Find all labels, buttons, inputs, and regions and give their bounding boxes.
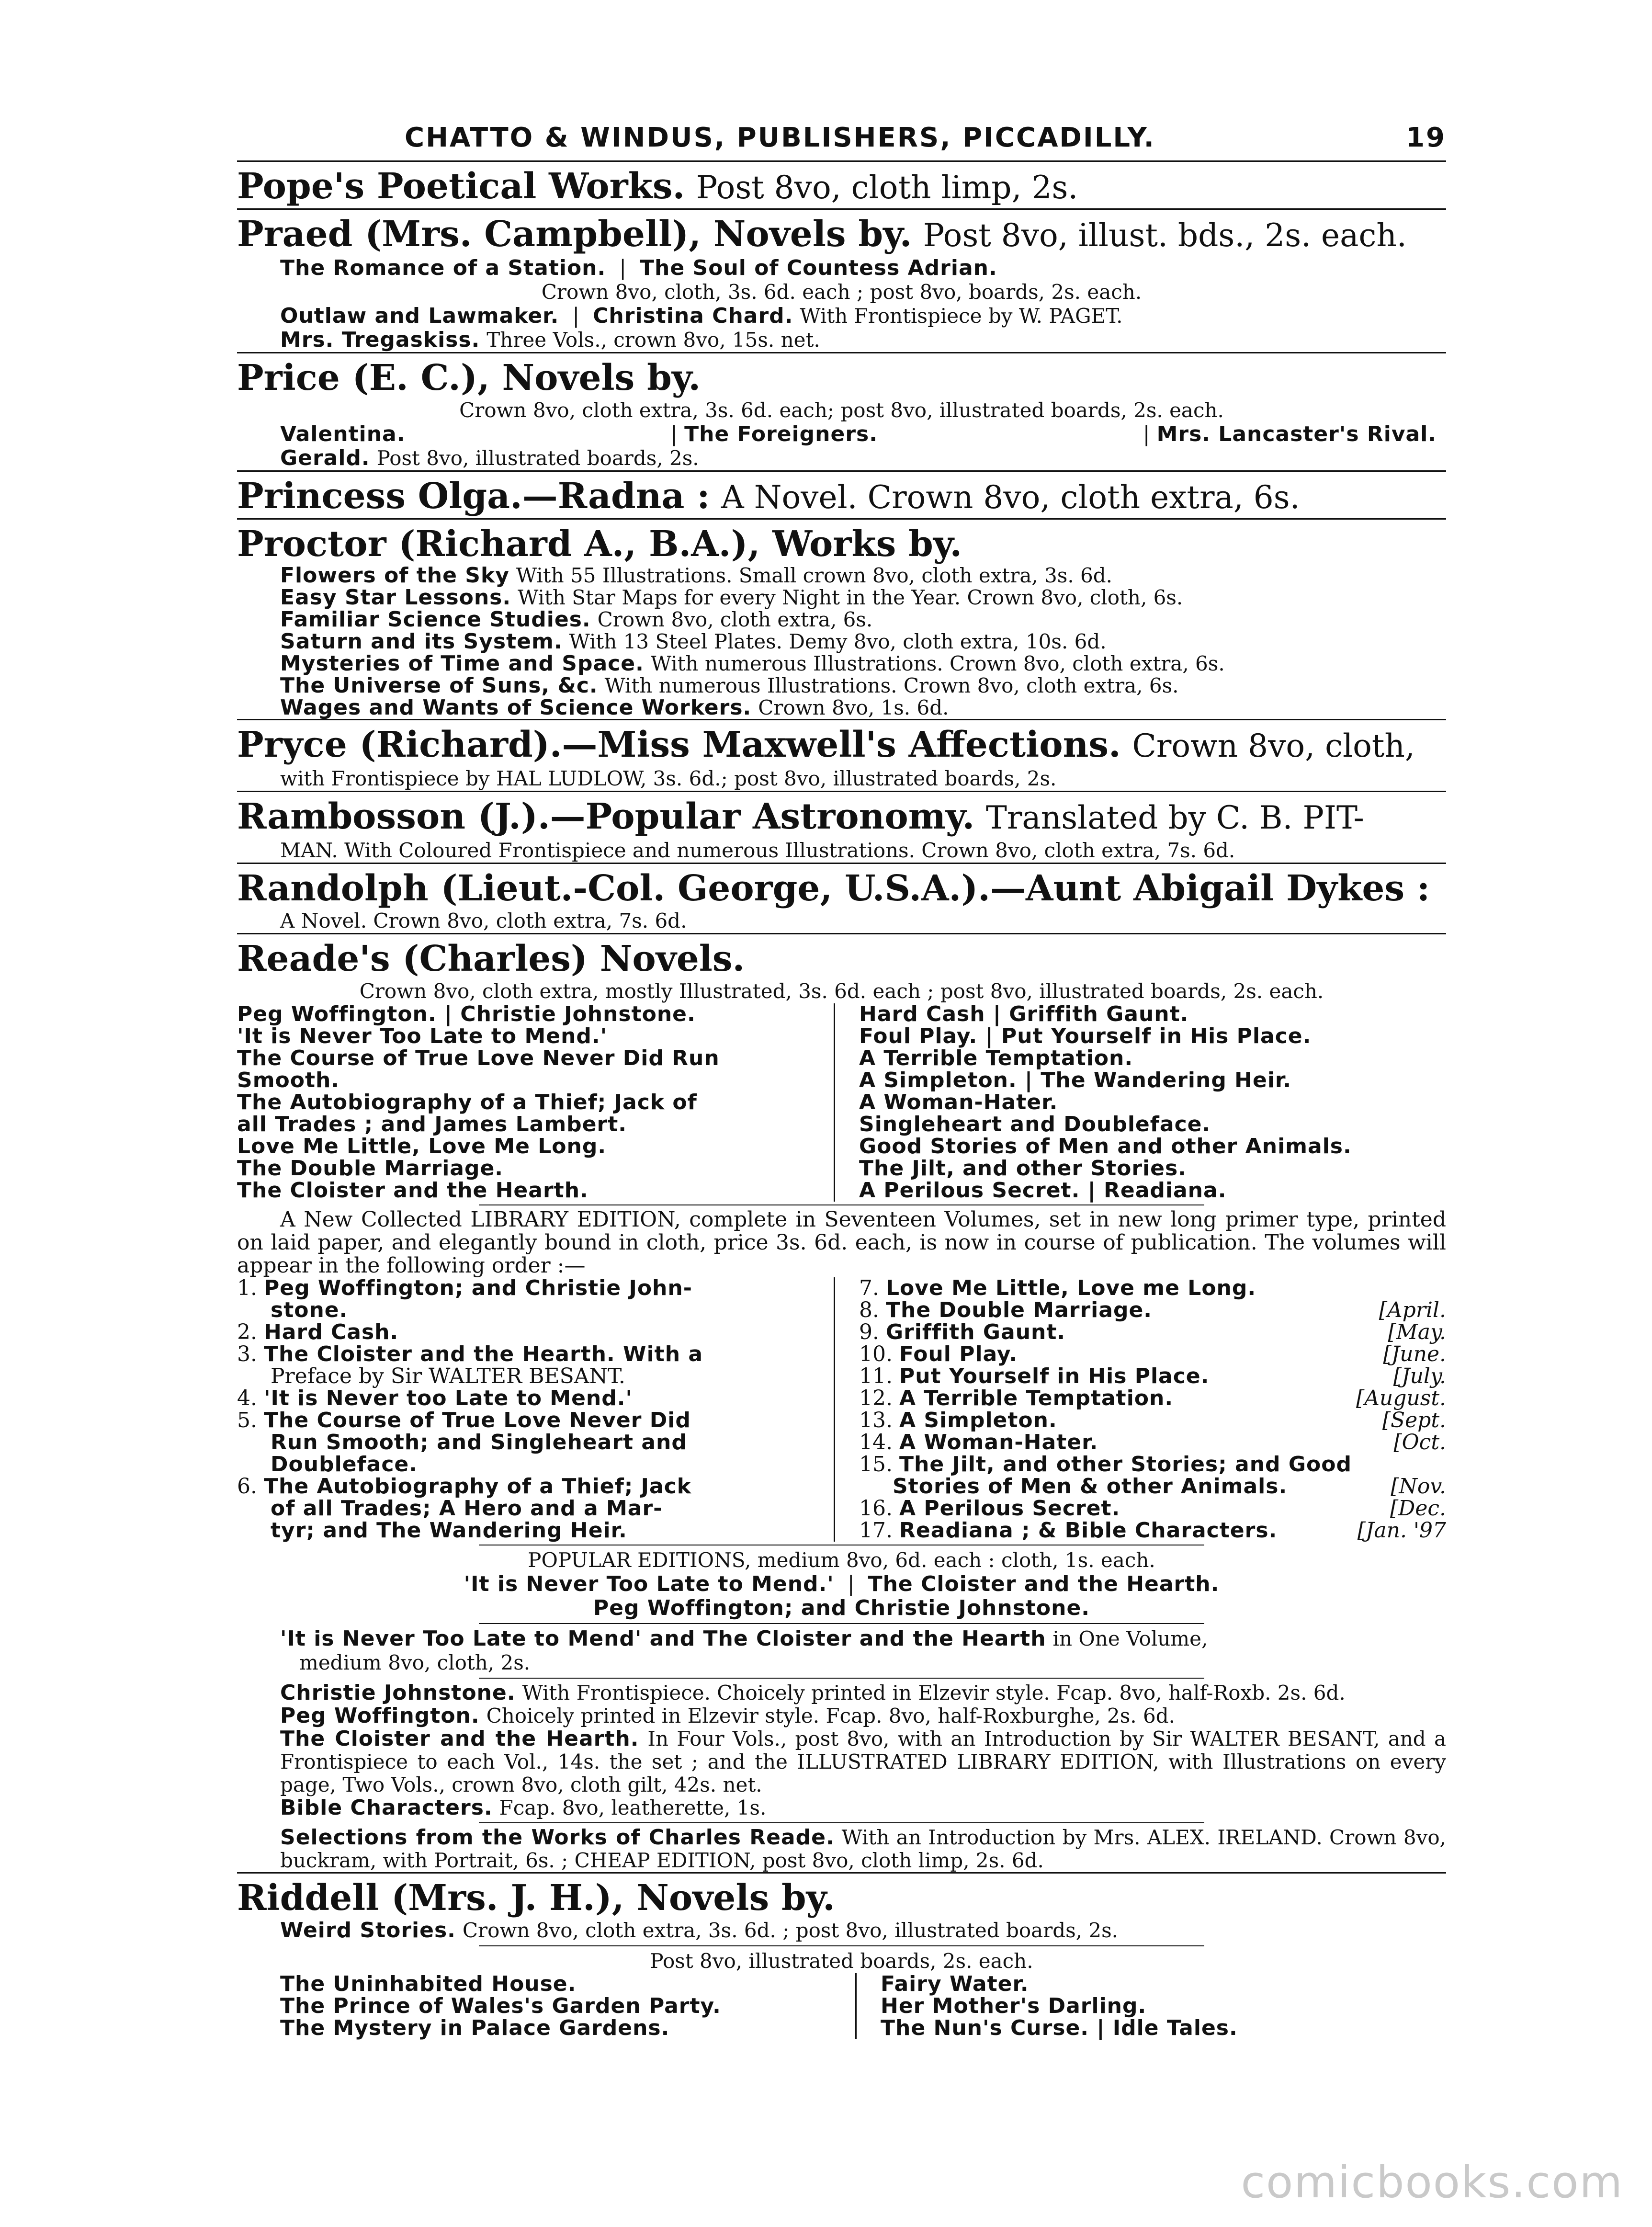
volume-title: Stories of Men & other Animals. (893, 1474, 1288, 1499)
entry-randolph (237, 868, 1446, 909)
reade-volumes-right (835, 1277, 1446, 1542)
volume-number: 14. (859, 1430, 893, 1454)
reade-novels-left (237, 1003, 835, 1202)
volume-title: Foul Play. (899, 1342, 1018, 1366)
volume-number: 5. (237, 1408, 257, 1432)
reade-title: Reade's (Charles) Novels. (237, 938, 745, 979)
list-item: The Prince of Wales's Garden Party. (280, 1994, 721, 2018)
list-item: The Mystery in Palace Gardens. (280, 2016, 670, 2040)
volume-date: [June. (1383, 1342, 1446, 1366)
book-note: With Star Maps for every Night in the Year. Crown 8vo, cloth, 6s. (518, 586, 1183, 609)
running-header (237, 108, 1446, 160)
book-title: Outlaw and Lawmaker. (280, 304, 559, 328)
book-title: Wages and Wants of Science Workers. (280, 695, 752, 720)
one-volume-entry (237, 1627, 1446, 1651)
list-item: The Jilt, and other Stories. (859, 1156, 1187, 1181)
praed-desc: Post 8vo, illust. bds., 2s. each. (923, 217, 1407, 254)
book-title: The Romance of a Station. (280, 256, 606, 280)
pope-desc: Post 8vo, cloth limp, 2s. (696, 169, 1078, 206)
book-note: In Four Vols., post 8vo, with an Introduction by Sir WALTER BESANT, and a Frontispiece to each Vol., 14s. the set ; and the ILLUSTRATED LIBRARY EDITION, with Illustrations on every page, Two Vols., crown 8vo, cloth gilt, 42s. net. (280, 1727, 1446, 1796)
volume-number: 9. (859, 1320, 879, 1344)
popular-editions-row-2 (237, 1596, 1446, 1620)
volume-title: The Autobiography of a Thief; Jack (263, 1474, 692, 1499)
olga-desc: A Novel. Crown 8vo, cloth extra, 6s. (721, 479, 1300, 516)
list-item: 'It is Never Too Late to Mend.' (237, 1024, 608, 1048)
volume-title: The Course of True Love Never Did (263, 1408, 691, 1432)
book-note: Post 8vo, illustrated boards, 2s. (376, 446, 699, 470)
page-number: 19 (1406, 122, 1446, 153)
book-title: The Universe of Suns, &c. (280, 673, 598, 698)
entry-proctor (237, 523, 1446, 565)
book-title: The Foreigners. (684, 422, 878, 446)
list-item: Hard Cash | Griffith Gaunt. (859, 1002, 1189, 1026)
book-title: The Cloister and the Hearth. (280, 1727, 639, 1751)
book-note: Crown 8vo, cloth extra, 3s. 6d. ; post 8vo, illustrated boards, 2s. (462, 1919, 1119, 1942)
list-item: Peg Woffington. | Christie Johnstone. (237, 1002, 696, 1026)
popular-editions-row-1: 'It is Never Too Late to Mend.' | The Cloister and the Hearth. (464, 1572, 1220, 1596)
volume-number: 15. (859, 1452, 893, 1477)
volume-date: [Oct. (1393, 1430, 1446, 1454)
volume-date: [Nov. (1391, 1474, 1446, 1499)
book-title: Christie Johnstone. (280, 1681, 516, 1705)
rambosson-desc: Translated by C. B. PIT- (985, 799, 1364, 836)
volume-title: A Woman-Hater. (899, 1430, 1098, 1454)
list-item: A Woman-Hater. (859, 1090, 1058, 1114)
price-row-2 (237, 446, 1446, 470)
divider (237, 791, 1446, 792)
randolph-title: Randolph (Lieut.-Col. George, U.S.A.).—Aunt Abigail Dykes : (237, 868, 1430, 909)
short-rule (479, 1822, 1204, 1823)
book-note: With Frontispiece. Choicely printed in Elzevir style. Fcap. 8vo, half-Roxb. 2s. 6d. (522, 1681, 1346, 1704)
divider (237, 208, 1446, 210)
divider (237, 933, 1446, 934)
book-note: With an Introduction by Mrs. ALEX. IRELAND. Crown 8vo, buckram, with Portrait, 6s. ; CHEAP EDITION, post 8vo, cloth limp, 2s. 6d. (280, 1826, 1446, 1872)
book-title: Bible Characters. (280, 1795, 493, 1820)
list-item: The Nun's Curse. | Idle Tales. (881, 2016, 1238, 2040)
list-item: all Trades ; and James Lambert. (237, 1112, 627, 1136)
volume-number: 1. (237, 1276, 257, 1300)
book-title: Mysteries of Time and Space. (280, 651, 644, 676)
reade-note: Crown 8vo, cloth extra, mostly Illustrated, 3s. 6d. each ; post 8vo, illustrated boards, 2s. each. (359, 979, 1324, 1003)
volume-title: Put Yourself in His Place. (899, 1364, 1210, 1388)
praed-title: Praed (Mrs. Campbell), Novels by. (237, 214, 912, 255)
entry-riddell (237, 1877, 1446, 1919)
volume-date: [Dec. (1390, 1496, 1446, 1521)
book-title: The Cloister and the Hearth. (868, 1572, 1220, 1596)
book-title: Gerald. (280, 446, 370, 470)
riddell-columns (237, 1973, 1446, 2039)
one-volume-note: medium 8vo, cloth, 2s. (299, 1651, 531, 1674)
pryce-line2: with Frontispiece by HAL LUDLOW, 3s. 6d.; post 8vo, illustrated boards, 2s. (280, 767, 1057, 790)
book-title: 'It is Never Too Late to Mend' and The Cloister and the Hearth (280, 1626, 1046, 1651)
book-note: With 13 Steel Plates. Demy 8vo, cloth extra, 10s. 6d. (569, 630, 1107, 653)
list-item: The Double Marriage. (237, 1156, 504, 1181)
list-item: The Course of True Love Never Did Run (237, 1046, 720, 1070)
book-title: Peg Woffington. (280, 1704, 480, 1728)
book-title: 'It is Never Too Late to Mend.' (464, 1572, 834, 1596)
proctor-list (237, 565, 1446, 719)
running-title: CHATTO & WINDUS, PUBLISHERS, PICCADILLY. (405, 122, 1155, 153)
list-item: Her Mother's Darling. (881, 1994, 1147, 2018)
book-title: Weird Stories. (280, 1918, 456, 1943)
library-edition-para: A New Collected LIBRARY EDITION, complete in Seventeen Volumes, set in new long primer type, printed on laid paper, and elegantly bound in cloth, price 3s. 6d. each, is now in course of publication. The volumes will appear in the following order :— (237, 1207, 1446, 1278)
book-title: Saturn and its System. (280, 629, 563, 654)
book-title: Selections from the Works of Charles Reade. (280, 1825, 835, 1850)
riddell-left (280, 1973, 857, 2039)
weird-stories-entry (237, 1919, 1446, 1943)
book-note: Choicely printed in Elzevir style. Fcap. 8vo, half-Roxburghe, 2s. 6d. (486, 1704, 1175, 1727)
volume-date: [May. (1388, 1320, 1446, 1344)
book-title: Valentina. (280, 422, 406, 446)
rambosson-line2: MAN. With Coloured Frontispiece and numerous Illustrations. Crown 8vo, cloth extra, 7s. 6d. (280, 839, 1235, 862)
short-rule (479, 1945, 1204, 1946)
watermark: comicbooks.com (1241, 2157, 1623, 2208)
volume-number: 17. (859, 1518, 893, 1543)
volume-title: of all Trades; A Hero and a Mar- (271, 1496, 663, 1521)
list-item: A Terrible Temptation. (859, 1046, 1133, 1070)
reade-novels-columns (237, 1003, 1446, 1202)
list-item: Love Me Little, Love Me Long. (237, 1134, 607, 1159)
volume-number: 7. (859, 1276, 879, 1300)
book-note: Crown 8vo, cloth extra, 6s. (597, 608, 873, 631)
divider (237, 470, 1446, 472)
olga-title: Princess Olga.—Radna : (237, 476, 710, 517)
catalogue-page (237, 0, 1446, 2039)
volume-number: 4. (237, 1386, 257, 1410)
volume-number: 13. (859, 1408, 893, 1432)
short-rule (479, 1623, 1204, 1624)
book-title: Mrs. Lancaster's Rival. (1156, 422, 1437, 446)
divider (237, 352, 1446, 353)
list-item: The Uninhabited House. (280, 1972, 577, 1996)
volume-date: [July. (1393, 1364, 1446, 1388)
volume-title: Readiana ; & Bible Characters. (899, 1518, 1278, 1543)
book-note: Three Vols., crown 8vo, 15s. net. (487, 328, 820, 352)
volume-title: Peg Woffington; and Christie John- (263, 1276, 692, 1300)
volume-title: stone. (271, 1298, 348, 1322)
entry-rambosson (237, 796, 1446, 839)
price-note: Crown 8vo, cloth extra, 3s. 6d. each; post 8vo, illustrated boards, 2s. each. (459, 398, 1224, 422)
entry-pope (237, 166, 1446, 208)
volume-title: The Jilt, and other Stories; and Good (899, 1452, 1352, 1477)
volume-title: Preface by Sir WALTER BESANT. (271, 1364, 625, 1388)
reade-novels-right (835, 1003, 1446, 1202)
book-note: With Frontispiece by W. PAGET. (800, 304, 1123, 328)
praed-row-2: Outlaw and Lawmaker. | Christina Chard. With Frontispiece by W. PAGET. (280, 304, 1123, 328)
book-title: Peg Woffington; and Christie Johnstone. (593, 1596, 1090, 1620)
riddell-note: Post 8vo, illustrated boards, 2s. each. (650, 1949, 1033, 1973)
book-title: Easy Star Lessons. (280, 585, 511, 610)
entry-reade (237, 938, 1446, 979)
book-note: in One Volume, (1052, 1627, 1208, 1650)
volume-number: 16. (859, 1496, 893, 1521)
volume-number: 2. (237, 1320, 257, 1344)
book-note: With numerous Illustrations. Crown 8vo, cloth extra, 6s. (650, 652, 1225, 675)
selections-entry (237, 1826, 1446, 1872)
volume-title: tyr; and The Wandering Heir. (271, 1518, 627, 1543)
book-note: Fcap. 8vo, leatherette, 1s. (499, 1796, 767, 1819)
list-item: Fairy Water. (881, 1972, 1029, 1996)
list-item: A Simpleton. | The Wandering Heir. (859, 1068, 1292, 1092)
pryce-title: Pryce (Richard).—Miss Maxwell's Affections. (237, 724, 1121, 765)
riddell-title: Riddell (Mrs. J. H.), Novels by. (237, 1877, 835, 1919)
volume-number: 8. (859, 1298, 879, 1322)
popular-editions-note: POPULAR EDITIONS, medium 8vo, 6d. each : cloth, 1s. each. (528, 1548, 1155, 1572)
divider (237, 518, 1446, 520)
volume-date: [April. (1379, 1298, 1446, 1322)
list-item: Foul Play. | Put Yourself in His Place. (859, 1024, 1312, 1048)
praed-row-1: The Romance of a Station. | The Soul of Countess Adrian. (280, 256, 997, 280)
volume-number: 11. (859, 1364, 893, 1388)
volume-number: 3. (237, 1342, 257, 1366)
volume-date: [August. (1356, 1386, 1446, 1410)
volume-date: [Jan. '97 (1357, 1518, 1446, 1543)
volume-title: Love Me Little, Love me Long. (885, 1276, 1256, 1300)
entry-price (237, 357, 1446, 398)
book-title: The Soul of Countess Adrian. (640, 256, 997, 280)
list-item: Singleheart and Doubleface. (859, 1112, 1211, 1136)
elzevir-list (237, 1682, 1446, 1819)
list-item: The Cloister and the Hearth. (237, 1178, 588, 1203)
book-note: With numerous Illustrations. Crown 8vo, cloth extra, 6s. (604, 674, 1179, 697)
list-item: Good Stories of Men and other Animals. (859, 1134, 1352, 1159)
entry-olga (237, 476, 1446, 518)
volume-title: The Double Marriage. (885, 1298, 1152, 1322)
riddell-right (857, 1973, 1446, 2039)
volume-title: The Cloister and the Hearth. With a (263, 1342, 703, 1366)
header-rule (237, 160, 1446, 162)
reade-volumes-left (237, 1277, 835, 1542)
volume-title: Griffith Gaunt. (885, 1320, 1066, 1344)
volume-date: [Sept. (1382, 1408, 1446, 1432)
volume-number: 12. (859, 1386, 893, 1410)
volume-title: Run Smooth; and Singleheart and (271, 1430, 687, 1454)
book-title: Christina Chard. (593, 304, 793, 328)
proctor-title: Proctor (Richard A., B.A.), Works by. (237, 523, 962, 565)
volume-number: 10. (859, 1342, 893, 1366)
list-item: A Perilous Secret. | Readiana. (859, 1178, 1227, 1203)
divider (237, 863, 1446, 864)
randolph-line2: A Novel. Crown 8vo, cloth extra, 7s. 6d. (280, 909, 687, 932)
volume-title: 'It is Never too Late to Mend.' (263, 1386, 633, 1410)
list-item: Smooth. (237, 1068, 340, 1092)
book-note: Crown 8vo, 1s. 6d. (758, 696, 949, 719)
pope-title: Pope's Poetical Works. (237, 166, 685, 207)
rambosson-title: Rambosson (J.).—Popular Astronomy. (237, 796, 975, 837)
book-title: Flowers of the Sky (280, 563, 509, 588)
price-title: Price (E. C.), Novels by. (237, 357, 701, 398)
volume-title: A Simpleton. (899, 1408, 1057, 1432)
pryce-desc: Crown 8vo, cloth, (1132, 727, 1415, 764)
reade-volumes-columns (237, 1277, 1446, 1542)
praed-note: Crown 8vo, cloth, 3s. 6d. each ; post 8vo, boards, 2s. each. (541, 280, 1142, 304)
book-title: Mrs. Tregaskiss. (280, 328, 480, 352)
volume-title: A Terrible Temptation. (899, 1386, 1174, 1410)
divider (237, 1872, 1446, 1874)
praed-row-3 (237, 328, 1446, 352)
volume-number: 6. (237, 1474, 257, 1499)
volume-title: Hard Cash. (263, 1320, 399, 1344)
volume-title: Doubleface. (271, 1452, 418, 1477)
book-note: With 55 Illustrations. Small crown 8vo, cloth extra, 3s. 6d. (516, 564, 1113, 587)
short-rule (479, 1204, 1204, 1205)
entry-pryce (237, 724, 1446, 767)
list-item: The Autobiography of a Thief; Jack of (237, 1090, 697, 1114)
entry-praed (237, 214, 1446, 256)
price-row-1: Valentina. | The Foreigners. | Mrs. Lancaster's Rival. (280, 422, 1437, 446)
volume-title: A Perilous Secret. (899, 1496, 1120, 1521)
book-title: Familiar Science Studies. (280, 607, 591, 632)
short-rule (479, 1678, 1204, 1679)
